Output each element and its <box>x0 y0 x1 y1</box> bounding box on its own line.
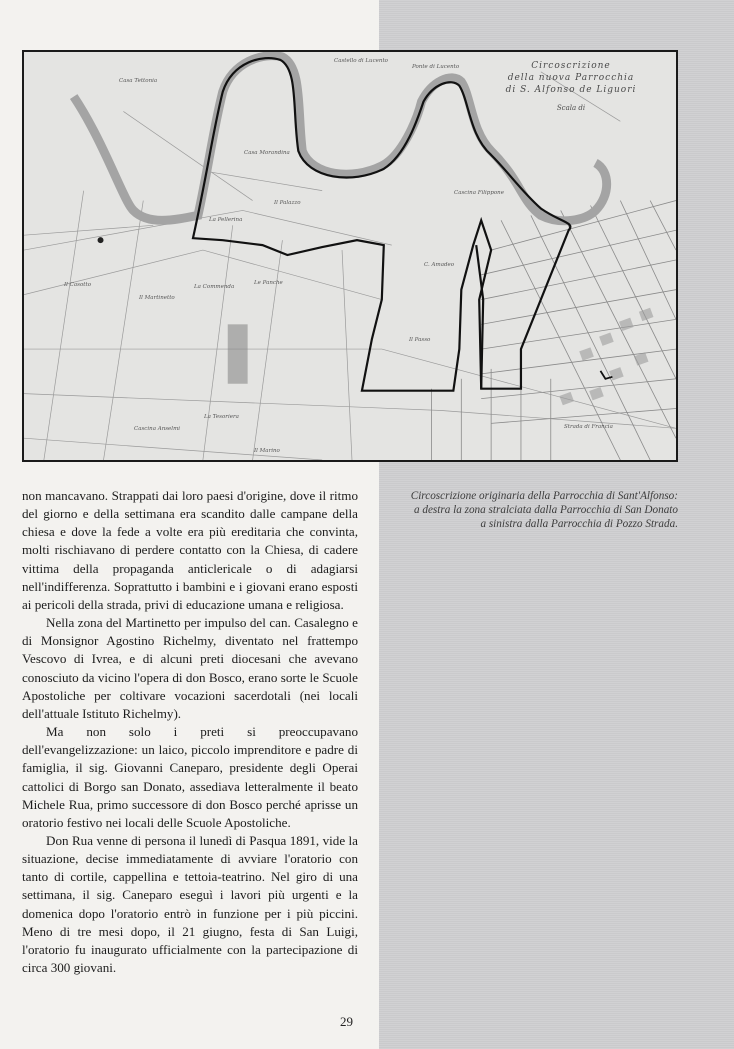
map-label: Le Panche <box>254 280 283 286</box>
map-label: C. Amadeo <box>424 262 455 268</box>
map-label: La Pellerina <box>209 217 243 223</box>
map-label: Casa Tettonia <box>119 78 158 84</box>
map-scale: Scala di <box>556 104 586 112</box>
map-label: Il Palazzo <box>274 200 301 206</box>
paragraph: Ma non solo i preti si preoccupavano dell'evangelizzazione: un laico, piccolo imprenditore e padre di famiglia, il sig. Giovanni Caneparo, presidente degli Operai cattolici di Borgo san Donato, assediava letteralmente il beato Michele Rua, primo successore di don Bosco perché aprisse un oratorio festivo nei locali delle Scuole Apostoliche. <box>22 724 358 830</box>
caption-line: a destra la zona stralciata dalla Parrocchia di San Donato <box>413 504 678 516</box>
map-title-line: di S. Alfonso de Liguori <box>505 85 637 95</box>
map-title-line: della nuova Parrocchia <box>507 73 635 83</box>
map-label: Il Passo <box>409 337 431 343</box>
caption-line: a sinistra dalla Parrocchia di Pozzo Strada. <box>480 518 678 530</box>
paragraph: non mancavano. Strappati dai loro paesi d'origine, dove il ritmo del giorno e della settimana era scandito dalle campane della chiesa e dove la fede a volte era più ereditaria che convinta, molti rischiavano di perdere contatto con la Chiesa, di cadere vittima della propaganda anticlericale o di adagiarsi nell'indifferenza. Soprattutto i bambini e i giovani erano esposti ai pericoli della strada, privi di educazione umana e religiosa. <box>22 488 358 612</box>
page-number: 29 <box>340 1014 353 1029</box>
figure-caption <box>392 489 678 531</box>
historical-map-figure <box>22 50 678 462</box>
map-label: La Tesoriera <box>204 414 239 420</box>
map-label: Il Marino <box>254 448 280 454</box>
map-label: Il Martinetto <box>139 295 175 301</box>
paragraph: Nella zona del Martinetto per impulso del can. Casalegno e di Monsignor Agostino Richelmy, diventato nel frattempo Vescovo di Ivrea, e di alcuni preti diocesani che avevano conosciuto da vicino l'opera di don Bosco, erano sorte le Scuole Apostoliche per coltivare vocazioni sacerdotali (nei locali dell'attuale Istituto Richelmy). <box>22 615 358 721</box>
paragraph: Don Rua venne di persona il lunedì di Pasqua 1891, vide la situazione, decise immediatamente di avviare l'oratorio con tanto di cortile, cappellina e tettoia-teatrino. Nel giro di una settimana, il sig. Caneparo eseguì i lavori più urgenti e la domenica dopo l'oratorio entrò in funzione per i più piccini. Meno di tre mesi dopo, il 21 giugno, festa di San Luigi, l'oratorio fu inaugurato ufficialmente con la partecipazione di circa 300 giovani. <box>22 832 358 976</box>
map-label: Cascina Anselmi <box>134 426 181 432</box>
map-title <box>496 60 646 114</box>
map-label: Strada di Francia <box>564 424 613 430</box>
map-label: Cascina Filippone <box>454 190 504 196</box>
map-point-marker <box>98 237 104 243</box>
article-body <box>22 487 358 977</box>
map-title-line: Circoscrizione <box>531 61 611 71</box>
map-label: Casa Morandina <box>244 150 290 156</box>
map-label: Il Casotto <box>64 282 92 288</box>
map-label: La Commenda <box>194 284 235 290</box>
map-label: Castello di Lucento <box>334 58 388 64</box>
map-label: Ponte di Lucento <box>412 64 460 70</box>
caption-line: Circoscrizione originaria della Parrocchia di Sant'Alfonso: <box>410 490 678 502</box>
